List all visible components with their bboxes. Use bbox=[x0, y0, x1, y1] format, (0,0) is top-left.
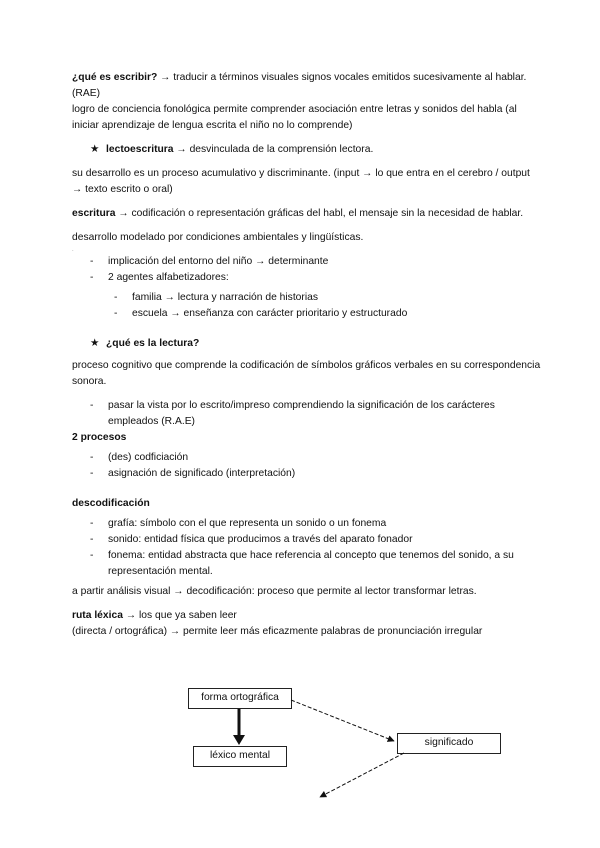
lectura-paragraph: proceso cognitivo que comprende la codificación de símbolos gráficos verbales en su correspondencia sonora. bbox=[72, 360, 541, 387]
section-ruta-lexica: ruta léxica → los que ya saben leer (directa / ortográfica) → permite leer más eficazmente palabras de pronunciación irregular bbox=[72, 608, 542, 640]
list-item: - asignación de significado (interpretación) bbox=[72, 466, 542, 482]
procesos-title: 2 procesos bbox=[72, 432, 127, 443]
list-item: - fonema: entidad abstracta que hace referencia al concepto que tenemos del sonido, a su representación mental. bbox=[72, 548, 542, 580]
star-icon: ★ bbox=[90, 144, 100, 155]
arrow-forma-to-significado bbox=[291, 700, 394, 741]
list-item: - escuela → enseñanza con carácter prioritario y estructurado bbox=[72, 306, 542, 322]
list-item: - 2 agentes alfabetizadores: bbox=[72, 270, 542, 286]
list-item: - grafía: símbolo con el que representa un sonido o un fonema bbox=[72, 516, 542, 532]
significado-box: significado bbox=[397, 733, 501, 754]
list-item: - familia → lectura y narración de historias bbox=[72, 290, 542, 306]
list-item: - sonido: entidad física que producimos a través del aparato fonador bbox=[72, 532, 542, 548]
section-descodificacion bbox=[72, 496, 542, 600]
stray-dot: . bbox=[72, 247, 74, 253]
modelado-paragraph: desarrollo modelado por condiciones ambientales y lingüísticas. bbox=[72, 232, 364, 243]
document-body bbox=[72, 70, 542, 640]
star-icon: ★ bbox=[90, 338, 100, 349]
list-item: - implicación del entorno del niño → determinante bbox=[72, 254, 542, 270]
analisis-visual-paragraph: a partir análisis visual → decodificación: proceso que permite al lector transformar letras. bbox=[72, 586, 477, 597]
list-item: - pasar la vista por lo escrito/impreso comprendiendo la significación de los carácteres empleados (R.A.E) bbox=[72, 398, 542, 430]
agentes-sublist bbox=[72, 290, 542, 322]
lectura-list bbox=[72, 398, 542, 430]
forma-ortografica-box: forma ortográfica bbox=[188, 688, 292, 709]
arrow-significado-out bbox=[320, 753, 404, 797]
escribir-title: ¿qué es escribir? bbox=[72, 72, 158, 83]
descodificacion-title: descodificación bbox=[72, 498, 150, 509]
desarrollo-paragraph: su desarrollo es un proceso acumulativo y discriminante. (input → lo que entra en el cerebro / output → texto escrito o oral) bbox=[72, 168, 530, 195]
conciencia-fonologica-paragraph: logro de conciencia fonológica permite comprender asociación entre letras y sonidos del habla (al iniciar aprendizaje de lengua escrita el niño no lo comprende) bbox=[72, 104, 517, 131]
escribir-definition: ¿qué es escribir? → traducir a términos visuales signos vocales emitidos sucesivamente al hablar. (RAE) bbox=[72, 72, 527, 99]
descodificacion-list bbox=[72, 516, 542, 580]
bullet-que-es-lectura: ★ ¿qué es la lectura? bbox=[72, 336, 542, 352]
arrow-forma-to-lexico-head bbox=[233, 735, 245, 745]
procesos-list bbox=[72, 450, 542, 482]
lexico-mental-box: léxico mental bbox=[193, 746, 287, 767]
escritura-paragraph: escritura → codificación o representación gráficas del habl, el mensaje sin la necesidad de hablar. bbox=[72, 208, 524, 219]
section-procesos bbox=[72, 430, 542, 482]
ruta-lexica-title: ruta léxica bbox=[72, 610, 123, 621]
ruta-lexica-detail: (directa / ortográfica) → permite leer más eficazmente palabras de pronunciación irregular bbox=[72, 626, 483, 637]
section-que-es-escribir bbox=[72, 70, 542, 134]
list-item: - (des) codficiación bbox=[72, 450, 542, 466]
entorno-list bbox=[72, 254, 542, 286]
bullet-lectoescritura: ★ lectoescritura → desvinculada de la comprensión lectora. bbox=[72, 142, 542, 158]
